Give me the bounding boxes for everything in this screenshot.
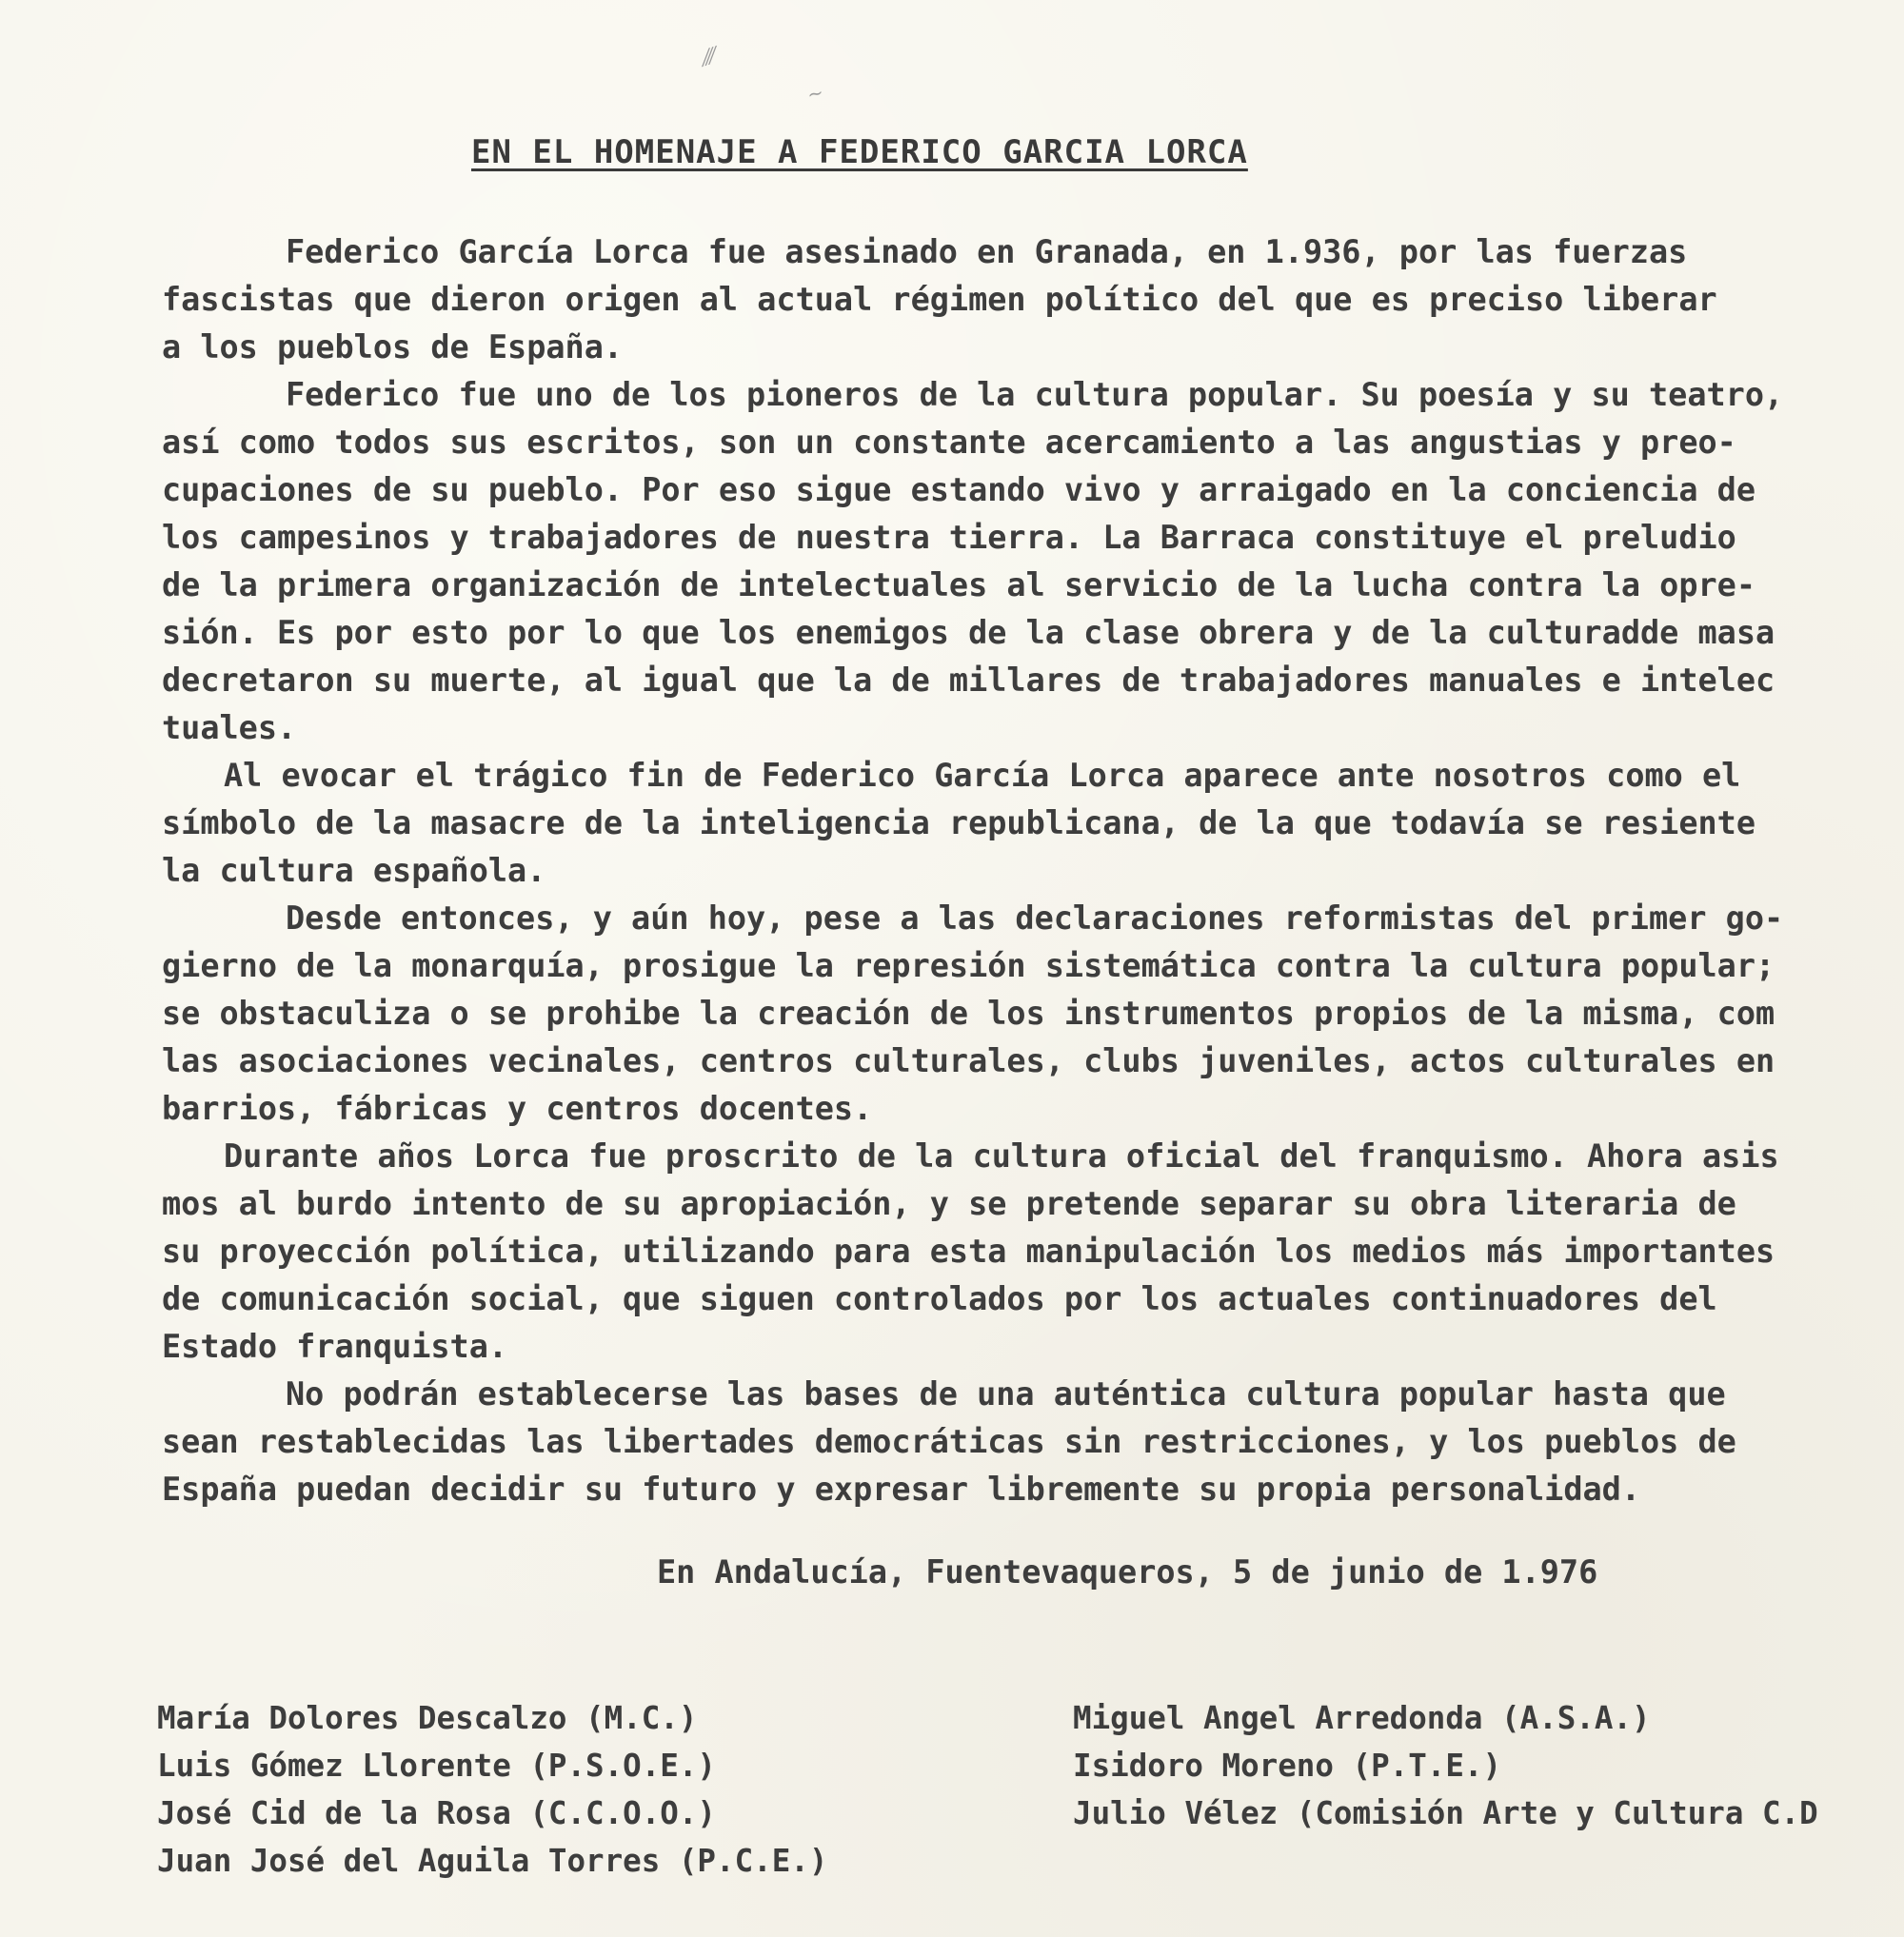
paragraph-line: así como todos sus escritos, son un constante acercamiento a las angustias y preo- bbox=[162, 424, 1736, 461]
paragraph-line: gierno de la monarquía, prosigue la represión sistemática contra la cultura popular; bbox=[162, 947, 1775, 984]
signer: Isidoro Moreno (P.T.E.) bbox=[1073, 1748, 1502, 1784]
pencil-mark: ~ bbox=[804, 80, 826, 107]
signer: Miguel Angel Arredonda (A.S.A.) bbox=[1073, 1700, 1651, 1736]
signers-left-column bbox=[157, 1694, 827, 1885]
paragraph-line: sión. Es por esto por lo que los enemigos de la clase obrera y de la culturadde masa bbox=[162, 614, 1775, 651]
paragraph-line: Estado franquista. bbox=[162, 1328, 508, 1365]
paragraph-line: de comunicación social, que siguen controlados por los actuales continuadores del bbox=[162, 1280, 1717, 1317]
paragraph-line: fascistas que dieron origen al actual régimen político del que es preciso liberar bbox=[162, 281, 1717, 318]
document-body bbox=[162, 228, 1904, 1513]
paragraph-line: mos al burdo intento de su apropiación, y se pretende separar su obra literaria de bbox=[162, 1185, 1736, 1222]
paragraph-line: su proyección política, utilizando para esta manipulación los medios más importantes bbox=[162, 1233, 1775, 1270]
paragraph-line: símbolo de la masacre de la inteligencia republicana, de la que todavía se resiente bbox=[162, 804, 1756, 841]
paragraph-line: sean restablecidas las libertades democráticas sin restricciones, y los pueblos de bbox=[162, 1423, 1736, 1460]
paragraph-line: Durante años Lorca fue proscrito de la cultura oficial del franquismo. Ahora asis bbox=[224, 1137, 1779, 1175]
signers-right-column bbox=[1073, 1694, 1818, 1837]
paragraph-line: Al evocar el trágico fin de Federico García Lorca aparece ante nosotros como el bbox=[224, 757, 1741, 794]
signer: María Dolores Descalzo (M.C.) bbox=[157, 1700, 698, 1736]
place-date: En Andalucía, Fuentevaqueros, 5 de junio de 1.976 bbox=[657, 1553, 1598, 1591]
paragraph-line: No podrán establecerse las bases de una auténtica cultura popular hasta que bbox=[286, 1375, 1726, 1413]
paragraph-line: España puedan decidir su futuro y expresar libremente su propia personalidad. bbox=[162, 1471, 1640, 1508]
paragraph-line: de la primera organización de intelectuales al servicio de la lucha contra la opre- bbox=[162, 566, 1756, 603]
document-title: EN EL HOMENAJE A FEDERICO GARCIA LORCA bbox=[471, 133, 1248, 171]
paragraph-line: Federico García Lorca fue asesinado en Granada, en 1.936, por las fuerzas bbox=[286, 233, 1688, 270]
signer: Juan José del Aguila Torres (P.C.E.) bbox=[157, 1843, 828, 1879]
paragraph-line: barrios, fábricas y centros docentes. bbox=[162, 1090, 873, 1127]
paragraph-line: la cultura española. bbox=[162, 852, 546, 889]
paragraph-line: tuales. bbox=[162, 709, 297, 746]
paragraph-line: decretaron su muerte, al igual que la de millares de trabajadores manuales e intelec bbox=[162, 662, 1775, 699]
paragraph-line: las asociaciones vecinales, centros culturales, clubs juveniles, actos culturales en bbox=[162, 1042, 1775, 1079]
paragraph-line: Federico fue uno de los pioneros de la cultura popular. Su poesía y su teatro, bbox=[286, 376, 1784, 413]
paragraph-line: los campesinos y trabajadores de nuestra tierra. La Barraca constituye el preludio bbox=[162, 519, 1736, 556]
paragraph-line: cupaciones de su pueblo. Por eso sigue estando vivo y arraigado en la conciencia de bbox=[162, 471, 1756, 508]
signer: Luis Gómez Llorente (P.S.O.E.) bbox=[157, 1748, 716, 1784]
pencil-mark: ⁄⁄⁄ bbox=[701, 44, 719, 71]
signer: José Cid de la Rosa (C.C.O.O.) bbox=[157, 1795, 716, 1831]
paragraph-line: Desde entonces, y aún hoy, pese a las declaraciones reformistas del primer go- bbox=[286, 899, 1784, 937]
paragraph-line: se obstaculiza o se prohibe la creación de los instrumentos propios de la misma, com bbox=[162, 995, 1775, 1032]
signer: Julio Vélez (Comisión Arte y Cultura C.D bbox=[1073, 1795, 1818, 1831]
paragraph-line: a los pueblos de España. bbox=[162, 328, 624, 366]
